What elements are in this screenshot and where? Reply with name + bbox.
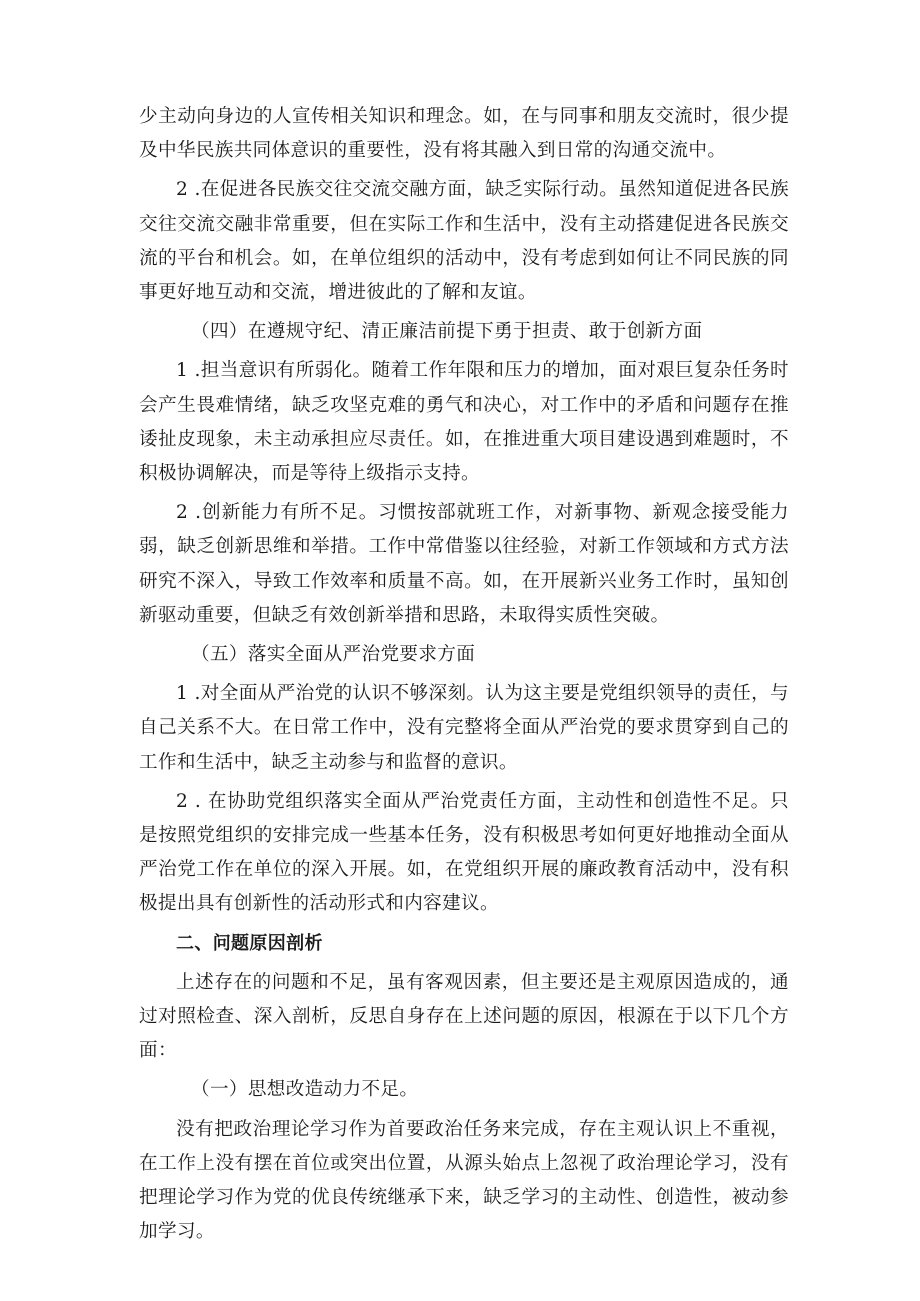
document-body <box>139 100 789 1255</box>
paragraph-cause-intro: 上述存在的问题和不足，虽有客观因素，但主要还是主观原因造成的，通过对照检查、深入剖析，反思自身存在上述问题的原因，根源在于以下几个方面： <box>139 971 789 1062</box>
paragraph-theory-study: 没有把政治理论学习作为首要政治任务来完成，存在主观认识上不重视，在工作上没有摆在首位或突出位置，从源头始点上忽视了政治理论学习，没有把理论学习作为党的优良传统继承下来，缺乏学习的主动性、创造性，被动参加学习。 <box>139 1118 789 1243</box>
paragraph-item-2-exchange: 2 .在促进各民族交往交流交融方面，缺乏实际行动。虽然知道促进各民族交往交流交融非常重要，但在实际工作和生活中，没有主动搭建促进各民族交流的平台和机会。如，在单位组织的活动中，没有考虑到如何让不同民族的同事更好地互动和交流，增进彼此的了解和友谊。 <box>139 179 789 304</box>
paragraph-item-1-responsibility: 1 .担当意识有所弱化。随着工作年限和压力的增加，面对艰巨复杂任务时会产生畏难情绪，缺乏攻坚克难的勇气和决心，对工作中的矛盾和问题存在推诿扯皮现象，未主动承担应尽责任。如，在推进重大项目建设遇到难题时，不积极协调解决，而是等待上级指示支持。 <box>139 360 789 485</box>
paragraph-item-2-innovation: 2 .创新能力有所不足。习惯按部就班工作，对新事物、新观念接受能力弱，缺乏创新思维和举措。工作中常借鉴以往经验，对新工作领域和方式方法研究不深入，导致工作效率和质量不高。如，在开展新兴业务工作时，虽知创新驱动重要，但缺乏有效创新举措和思路，未取得实质性突破。 <box>139 502 789 626</box>
section-heading-5: （五）落实全面从严治党要求方面 <box>191 644 476 666</box>
paragraph-item-2-initiative: 2 . 在协助党组织落实全面从严治党责任方面，主动性和创造性不足。只是按照党组织的安排完成一些基本任务，没有积极思考如何更好地推动全面从严治党工作在单位的深入开展。如，在党组织开展的廉政教育活动中，没有积极提出具有创新性的活动形式和内容建议。 <box>139 790 789 915</box>
paragraph-continuation: 少主动向身边的人宣传相关知识和理念。如，在与同事和朋友交流时，很少提及中华民族共同体意识的重要性，没有将其融入到日常的沟通交流中。 <box>139 106 789 162</box>
chapter-heading-2: 二、问题原因剖析 <box>176 932 323 954</box>
paragraph-item-1-understanding: 1 .对全面从严治党的认识不够深刻。认为这主要是党组织领导的责任，与自己关系不大。在日常工作中，没有完整将全面从严治党的要求贯穿到自己的工作和生活中，缺乏主动参与和监督的意识。 <box>139 683 789 773</box>
section-heading-4: （四）在遵规守纪、清正廉洁前提下勇于担责、敢于创新方面 <box>191 321 703 343</box>
section-heading-cause-1: （一）思想改造动力不足。 <box>191 1079 419 1101</box>
